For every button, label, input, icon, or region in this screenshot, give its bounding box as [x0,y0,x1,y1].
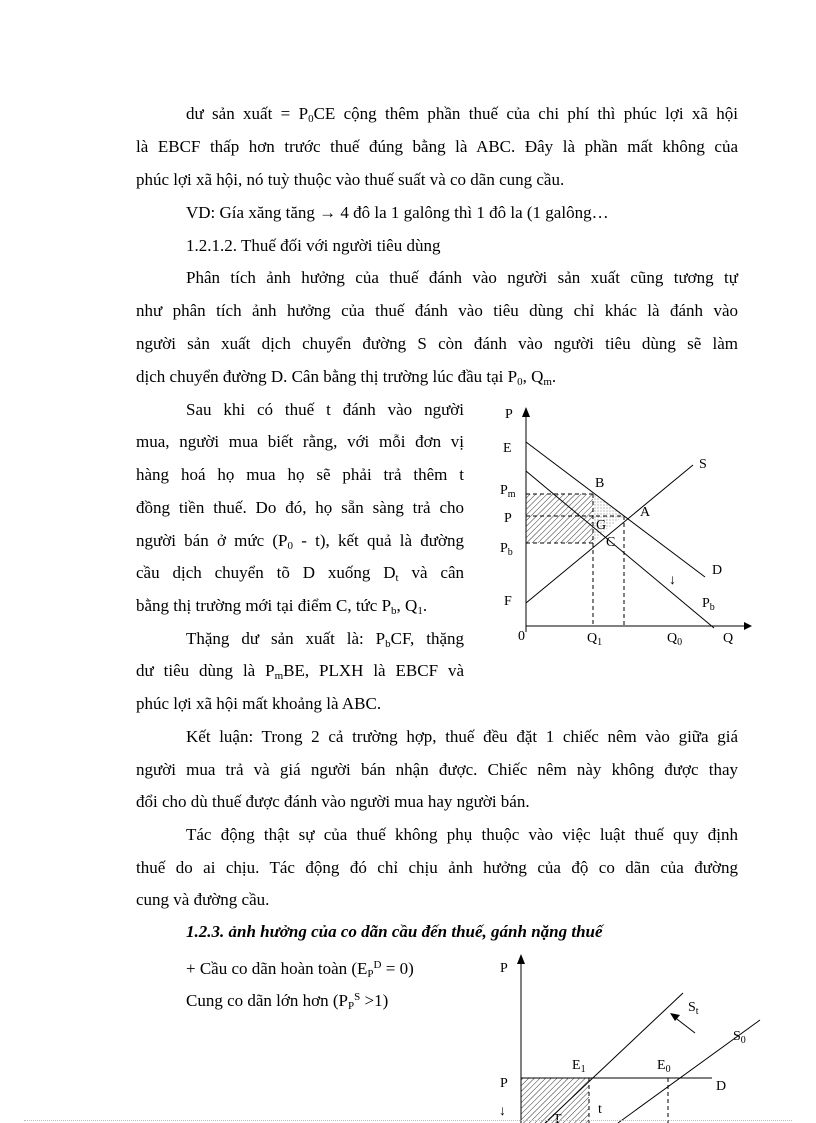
axis-label-q: Q [723,631,734,646]
superscript: S [354,991,361,1003]
subscript: 0 [308,113,314,125]
text: . [551,367,557,386]
label-Q0: $Q_0$ [667,631,683,648]
label-E1: $E_1$ [572,1058,586,1075]
p6-line-1: Tác động thật sự của thuế không phụ thuộc vào việc luật thuế quy định [186,825,738,844]
page-bottom-rule [24,1120,792,1121]
subscript: b [391,605,397,617]
text: Cung co dãn lớn hơn (P [186,991,348,1010]
y-axis-arrow [522,407,530,417]
label-F: F [504,594,512,609]
text: CE cộng thêm phần thuế của chi phí thì phúc lợi xã hội [313,104,739,123]
axis-label-p: P [505,407,513,422]
label-A: A [640,505,651,520]
subscript: 0 [287,540,293,552]
subscript: t [395,572,399,584]
label-Q1: $Q_1$ [587,631,603,648]
text: cầu dịch chuyển tõ D xuống D [136,563,396,582]
text: bằng thị trường mới tại điểm C, tức P [136,596,392,615]
subscript: 0 [517,376,523,388]
example-line: VD: Gía xăng tăng → 4 đô la 1 galông thì 1 đô la (1 galông… [186,203,609,222]
text: dịch chuyển đường D. Cân bằng thị trường lúc đầu tại P [136,367,518,386]
text: Thặng dư sản xuất là: P [186,629,386,648]
subscript: b [385,638,391,650]
label-G: G [596,518,607,533]
y-axis-2-arrow [517,954,525,964]
label-Pm: $P_m$ [500,483,516,500]
p3-line-4: đồng tiền thuế. Do đó, họ sẵn sàng trả cho [136,498,464,517]
text: CF, thặng [390,629,464,648]
label-St: $S_t$ [688,1000,699,1017]
label-origin: 0 [518,629,525,644]
label-S0: $S_0$ [733,1029,746,1046]
figure-elastic-supply [499,954,760,1123]
label-E0: $E_0$ [657,1058,671,1075]
label-D: D [712,563,723,578]
text: người bán ở mức (P [136,531,288,550]
p3-line-3: hàng hoá họ mua họ sẽ phải trả thêm t [136,465,464,484]
text: - t), kết quả là đường [293,531,464,550]
label-B: B [595,476,605,491]
p3-line-2: mua, người mua biết rằng, với mỗi đơn vị [136,432,464,451]
p5-line-1: Kết luận: Trong 2 cả trường hợp, thuế đều đặt 1 chiếc nêm vào giữa giá [186,727,738,746]
label-Pb-axis: $P_b$ [500,541,513,558]
text: . [422,596,428,615]
label-P-2: P [500,1076,508,1091]
axis-label-p-2: P [500,961,508,976]
subscript: m [543,376,552,388]
text: + Cầu co dãn hoàn toàn (E [186,959,368,978]
p5-line-3: đổi cho dù thuế được đánh vào người mua hay người bán. [136,792,530,811]
subscript: 1 [417,605,423,617]
p1-line-3: phúc lợi xã hội, nó tuỳ thuộc vào thuế suất và co dãn cung cầu. [136,170,565,189]
subscript: P [348,1000,355,1012]
label-S: S [699,457,707,472]
label-t: t [598,1102,602,1117]
text: và cân [398,563,464,582]
p6-line-3: cung và đường cầu. [136,890,270,909]
p6-line-2: thuế do ai chịu. Tác động đó chỉ chịu ảnh hưởng của độ co dãn của đường [136,858,738,877]
p2-line-1: Phân tích ảnh hưởng của thuế đánh vào người sản xuất cũng tương tự [186,268,738,287]
label-C: C [606,535,616,550]
label-P: P [504,511,512,526]
subscript: P [367,968,374,980]
text: dư sản xuất = P [186,104,309,123]
label-Pb-curve: $P_b$ [702,596,715,613]
down-arrow-2: ↓ [499,1104,506,1119]
p3-line-1: Sau khi có thuế t đánh vào người [186,400,464,419]
text: dư tiêu dùng là P [136,661,275,680]
x-axis-arrow [744,622,752,630]
text: >1) [360,991,389,1010]
text: , Q [522,367,544,386]
section-heading: 1.2.3. ảnh hưởng của co dãn cầu đến thuế, gánh nặng thuế [186,922,603,941]
p4-line-3: phúc lợi xã hội mất khoảng là ABC. [136,694,382,713]
label-D-2: D [716,1079,727,1094]
p5-line-2: người mua trả và giá người bán nhận được. Chiếc nêm này không được thay [136,760,738,779]
text: , Q [396,596,418,615]
shift-arrow-down: ↓ [669,573,676,588]
p2-line-2: như phân tích ảnh hưởng của thuế đánh vào tiêu dùng chỉ khác là đánh vào [136,301,738,320]
p2-line-3: người sản xuất dịch chuyển đường S còn đánh vào người tiêu dùng sẽ làm [136,334,738,353]
label-T: T [553,1112,562,1123]
text: = 0) [381,959,414,978]
section-title: 1.2.1.2. Thuế đối với người tiêu dùng [186,236,441,255]
p1-line-2: là EBCF thấp hơn trước thuế đúng bằng là ABC. Đây là phần mất không của [136,137,738,156]
superscript: D [373,959,382,971]
text: BE, PLXH là EBCF và [283,661,464,680]
label-E: E [503,441,512,456]
demand-curve-Db [526,471,714,628]
subscript: m [274,670,284,682]
